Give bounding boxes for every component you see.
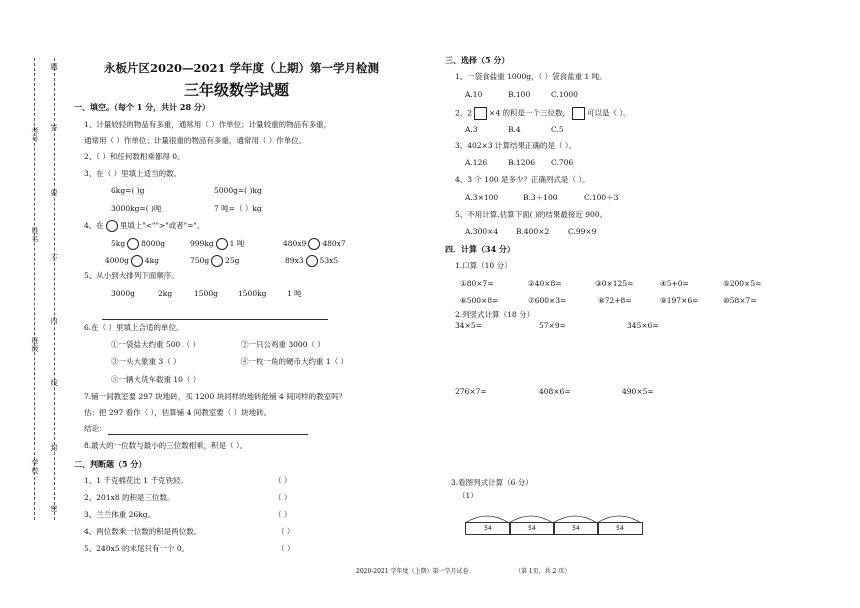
q4-pre: 4、在: [84, 221, 104, 230]
q7-answer-line[interactable]: [108, 434, 308, 435]
choice-opt[interactable]: A.3: [465, 125, 478, 134]
oral-item: ③0×125=: [595, 279, 634, 288]
vertical-item: 34×5=: [455, 321, 482, 330]
oral-item: ①80×7=: [460, 279, 494, 288]
compare-circle-icon: [106, 220, 118, 232]
oral-item: ⑥500×8=: [460, 296, 499, 305]
judge-item: 1、1 千克棉花比 1 千克铁轻。: [84, 476, 188, 485]
footer-text: 2020-2021 学年度（上期）第一学月试卷: [356, 568, 469, 575]
q6-b: ②一只公鸡重 3000（ ）: [241, 340, 325, 349]
q4-item: 89x3: [285, 256, 304, 265]
q4-row2: [105, 255, 159, 267]
choice-opt[interactable]: A.300×4: [465, 227, 499, 236]
q4-item: 25g: [225, 256, 240, 265]
q4-item: 5kg: [111, 239, 126, 248]
q5-item: 1500g: [194, 289, 218, 298]
label-school: 学校: [31, 459, 39, 475]
choice-q2-text: ×4 的积是一个三位数，: [489, 108, 570, 118]
q7-line1: 7.铺一间教室要 297 块地砖，买 1200 块同样的地砖能铺 4 间同样的教室吗？: [84, 392, 347, 401]
section-1-title: 一、填空。（每个 1 分，共计 28 分）: [74, 102, 210, 112]
q1-line1: 1、计量较轻的物品有多重，通常用（ ）作单位；计量较重的物品有多重，: [84, 120, 332, 129]
q4-item: 999kg: [190, 239, 214, 248]
vertical-item: 345×6=: [627, 321, 659, 330]
compare-circle-icon[interactable]: [308, 238, 320, 250]
q4-item: 1 吨: [229, 239, 245, 248]
seal-char: 要: [50, 189, 58, 197]
choice-opt[interactable]: C.706: [551, 158, 574, 167]
q4-item: 4000g: [105, 256, 129, 265]
q6-d: ④一枚一角的硬币大约重 1（ ）: [241, 357, 349, 366]
picture-title: 3.看图列式计算（6 分）: [451, 478, 533, 487]
section-2-title: 二、判断题（5 分）: [74, 459, 147, 469]
choice-opt[interactable]: B.1206: [508, 158, 535, 167]
seal-char: 封: [50, 444, 58, 452]
judge-item: 5、240x5 的末尾只有一个 0。: [84, 544, 190, 553]
oral-item: ④5+0=: [660, 279, 689, 288]
choice-q3: 3、402×3 计算结果正确的是（ ）。: [455, 141, 577, 150]
blank-box-icon[interactable]: [572, 107, 585, 120]
picture-sub: （1）: [458, 491, 478, 500]
q6-a: ①一袋盐大约重 500 （ ）: [111, 340, 200, 349]
vertical-item: 490×5=: [622, 387, 654, 396]
compare-circle-icon[interactable]: [131, 255, 143, 267]
judge-paren[interactable]: （ ）: [277, 544, 295, 553]
section-4-title: 四．计算（34 分）: [445, 244, 515, 254]
compare-circle-icon[interactable]: [127, 238, 139, 250]
choice-opt[interactable]: A.10: [465, 90, 483, 99]
judge-item: 2、201x8 的积是三位数。: [84, 493, 175, 502]
choice-opt[interactable]: A.3×100: [465, 193, 499, 202]
q5-answer-line[interactable]: [102, 319, 328, 320]
q5-item: 1500kg: [238, 289, 267, 298]
compare-circle-icon[interactable]: [306, 255, 318, 267]
judge-item: 3、兰兰体重 26kg。: [84, 510, 156, 519]
bar-segment: 54: [465, 522, 511, 535]
footer-page: （第 1页，共 2 页）: [515, 568, 571, 575]
q6: 6.在（ ）里填上合适的单位。: [84, 323, 184, 332]
vertical-item: 276×7=: [455, 387, 487, 396]
exam-title: 永板片区2020—2021 学年度（上期）第一学月检测: [104, 61, 380, 75]
q5-item: 3000g: [111, 289, 135, 298]
choice-q1: 1、一袋食盐重 1000g，（ ）袋食盐重 1 吨。: [455, 72, 607, 81]
seal-char: 答: [50, 124, 58, 132]
oral-title: 1.口算（10 分）: [455, 261, 512, 270]
choice-opt[interactable]: B.3＋100: [523, 193, 558, 202]
q4-row1b: [190, 238, 244, 250]
choice-q4: 4、3 个 100 是多少？正确列式是（ ）。: [455, 175, 590, 184]
choice-opt[interactable]: B.4: [508, 125, 521, 134]
q3: 3、在（ ）里填上适当的数。: [84, 169, 182, 178]
seal-char: 内: [50, 317, 58, 325]
oral-item: ⑩58×7=: [723, 296, 757, 305]
oral-item: ⑤200×5=: [723, 279, 762, 288]
q6-e: ⑤一辆大货车载重 10（ ）: [111, 375, 201, 384]
q3-b: 5000g=( )kg: [214, 186, 262, 195]
choice-q2-text: 2、2: [455, 108, 473, 118]
vertical-title: 2.列竖式计算（18 分）: [455, 310, 535, 319]
bar-segment: 54: [597, 522, 643, 535]
q7-line2: 估：把 297 看作（ ），估算铺 4 间教室要（ ）块地砖。: [84, 408, 272, 417]
q4-item: 480x7: [322, 239, 346, 248]
judge-paren[interactable]: （ ）: [277, 527, 295, 536]
blank-box-icon[interactable]: [474, 107, 487, 120]
seal-char: 线: [50, 379, 58, 387]
judge-paren[interactable]: （ ）: [274, 510, 292, 519]
choice-q2: [455, 107, 631, 120]
q3-a: 6kg=( )g: [111, 186, 145, 195]
q3-d: 7 吨=（ ）kg: [214, 204, 262, 213]
choice-opt[interactable]: C.100＋3: [584, 193, 619, 202]
oral-item: ⑨197×6=: [660, 296, 699, 305]
seal-char: 密: [50, 505, 58, 513]
oral-item: ②40×8=: [528, 279, 562, 288]
choice-opt[interactable]: B.400×2: [516, 227, 550, 236]
choice-q2-text: 可以是（ ）。: [587, 108, 631, 118]
choice-opt[interactable]: C.1000: [551, 90, 578, 99]
q5: 5、从小到大排列下面顺序。: [84, 271, 179, 280]
seal-char: 题: [50, 63, 58, 71]
q7-line3: 结论：: [84, 424, 107, 433]
section-3-title: 三、选择（5 分）: [445, 55, 510, 65]
q4: [84, 220, 204, 232]
judge-paren[interactable]: （ ）: [274, 476, 292, 485]
q5-item: 2kg: [158, 289, 173, 298]
compare-circle-icon[interactable]: [211, 255, 223, 267]
q4-post: 里填上"<"">"或者"="。: [119, 221, 205, 230]
q4-row2b: [190, 255, 239, 267]
exam-subtitle: 三年级数学试题: [184, 81, 290, 99]
q4-item: 480x9: [283, 239, 307, 248]
q1-line2: 通常用（ ）作单位；计量很重的物品有多重，通常用（ ）作单位。: [84, 136, 307, 145]
choice-opt[interactable]: A.126: [465, 158, 488, 167]
q2: 2、（ ）和任何数相乘都得 0。: [84, 152, 185, 161]
vertical-item: 57×9=: [539, 321, 566, 330]
label-exam-no: 考号: [31, 127, 39, 143]
oral-item: ⑧72+8=: [598, 296, 632, 305]
oral-item: ⑦600×3=: [528, 296, 567, 305]
q4-item: 4kg: [144, 256, 160, 265]
bar-segment: 54: [553, 522, 599, 535]
compare-circle-icon[interactable]: [216, 238, 228, 250]
q4-row2c: [285, 255, 338, 267]
q4-row1: [111, 238, 165, 250]
q4-item: 53x5: [319, 256, 339, 265]
judge-item: 4、两位数乘一位数的积是两位数。: [84, 527, 202, 536]
q8: 8.最大的一位数与最小的三位数相乘，积是（ ）。: [84, 441, 248, 450]
q3-c: 3000kg=( )吨: [111, 204, 162, 213]
q4-item: 750g: [190, 256, 210, 265]
q5-item: 1 吨: [287, 289, 302, 298]
vertical-item: 408×6=: [539, 387, 571, 396]
bar-segment: 54: [509, 522, 555, 535]
seal-char: 不: [50, 254, 58, 262]
q4-row1c: [283, 238, 346, 250]
label-name: 姓名: [31, 227, 39, 243]
choice-opt[interactable]: B.100: [508, 90, 531, 99]
label-class: 班级: [31, 337, 39, 353]
judge-paren[interactable]: （ ）: [274, 493, 292, 502]
q6-c: ③一头大象重 3（ ）: [111, 357, 181, 366]
q4-item: 8000g: [141, 239, 166, 248]
choice-q5: 5、不用计算,估算下面( )的结果最接近 900。: [455, 210, 608, 219]
choice-opt[interactable]: C.99×9: [568, 227, 597, 236]
choice-opt[interactable]: C.5: [551, 125, 564, 134]
